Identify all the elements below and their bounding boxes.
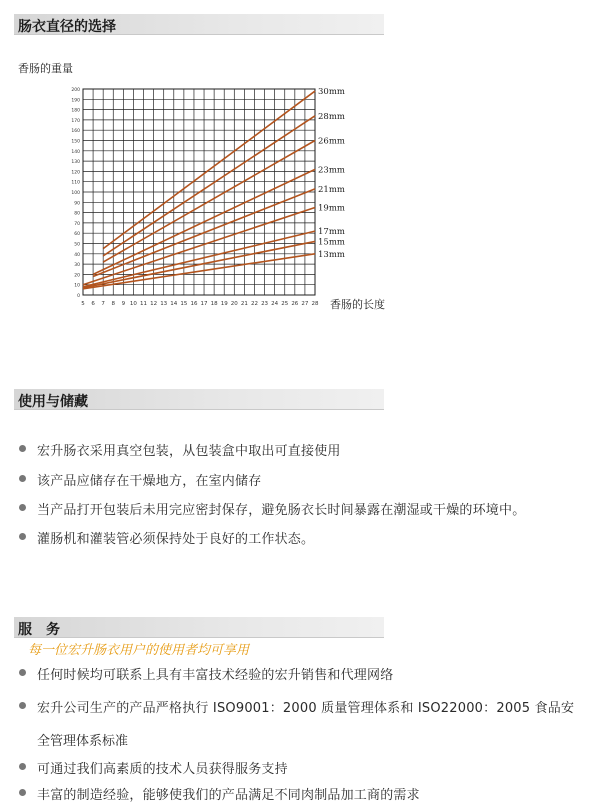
y-tick-label: 190 — [71, 98, 80, 104]
section-title: 肠衣直径的选择 — [18, 19, 116, 35]
x-tick-label: 27 — [301, 301, 309, 307]
y-axis-label: 香肠的重量 — [18, 62, 73, 75]
y-tick-label: 70 — [74, 221, 80, 227]
y-tick-label: 20 — [74, 273, 80, 279]
list-item-text: 丰富的制造经验，能够使我们的产品满足不同肉制品加工商的需求 — [37, 788, 420, 803]
list-item — [0, 695, 616, 717]
list-item-text: 可通过我们高素质的技术人员获得服务支持 — [37, 762, 288, 777]
x-tick-label: 11 — [140, 301, 148, 307]
series-line — [103, 116, 315, 256]
series-label: 17mm — [318, 227, 345, 238]
series-label: 28mm — [318, 111, 345, 122]
x-tick-label: 19 — [220, 301, 228, 307]
x-axis-label: 香肠的长度 — [330, 298, 385, 311]
list-item-text: 灌肠机和灌装管必须保持处于良好的工作状态。 — [37, 532, 315, 547]
section-title: 服 务 — [18, 622, 60, 638]
list-item-text: 该产品应储存在干燥地方，在室内储存 — [37, 474, 262, 489]
list-item — [0, 497, 616, 519]
x-tick-label: 13 — [160, 301, 168, 307]
y-tick-label: 10 — [74, 283, 80, 289]
casing-weight-chart — [0, 0, 616, 334]
series-label: 23mm — [318, 165, 345, 176]
x-tick-label: 12 — [150, 301, 158, 307]
list-item — [0, 526, 616, 548]
x-tick-label: 20 — [230, 301, 238, 307]
x-tick-label: 24 — [271, 301, 279, 307]
x-tick-label: 17 — [200, 301, 208, 307]
list-item-text: 任何时候均可联系上具有丰富技术经验的宏升销售和代理网络 — [37, 668, 394, 683]
series-label: 15mm — [318, 237, 345, 248]
x-tick-label: 23 — [261, 301, 269, 307]
series-label: 19mm — [318, 203, 345, 214]
x-tick-label: 7 — [101, 301, 105, 307]
series-label: 21mm — [318, 184, 345, 195]
series-label: 30mm — [318, 87, 345, 98]
list-item — [0, 468, 616, 490]
chart-svg — [0, 0, 616, 330]
y-tick-label: 40 — [74, 252, 80, 258]
list-item — [0, 782, 616, 804]
x-tick-label: 28 — [311, 301, 319, 307]
x-tick-label: 26 — [291, 301, 299, 307]
y-tick-label: 80 — [74, 211, 80, 217]
list-item-text: 当产品打开包装后未用完应密封保存，避免肠衣长时间暴露在潮湿或干燥的环境中。 — [37, 503, 526, 518]
series-label: 13mm — [318, 249, 345, 260]
section-header-service — [14, 617, 384, 638]
y-tick-label: 110 — [71, 180, 80, 186]
bullet-dot — [19, 445, 26, 452]
x-tick-label: 6 — [91, 301, 95, 307]
section-title: 使用与储藏 — [18, 394, 88, 410]
list-item-text: 宏升肠衣采用真空包装，从包装盒中取出可直接使用 — [37, 444, 341, 459]
x-tick-label: 9 — [121, 301, 126, 307]
y-tick-label: 200 — [71, 88, 80, 93]
series-line — [103, 91, 315, 249]
x-tick-label: 5 — [81, 301, 85, 307]
chart-lines — [83, 91, 315, 289]
x-tick-label: 25 — [281, 301, 289, 307]
bullet-dot — [19, 763, 26, 770]
y-tick-label: 150 — [71, 139, 80, 145]
x-tick-label: 21 — [240, 301, 248, 307]
bullet-dot — [19, 702, 26, 709]
bullet-dot — [19, 504, 26, 511]
x-tick-label: 8 — [111, 301, 116, 307]
y-tick-label: 180 — [71, 108, 80, 114]
y-tick-label: 90 — [74, 201, 80, 207]
y-tick-label: 0 — [77, 294, 80, 299]
x-tick-label: 16 — [190, 301, 198, 307]
bullet-dot — [19, 789, 26, 796]
y-tick-label: 50 — [74, 242, 80, 248]
y-tick-label: 60 — [74, 232, 80, 238]
service-slogan: 每一位宏升肠衣用户的使用者均可享用 — [28, 643, 250, 658]
x-tick-label: 10 — [129, 301, 137, 307]
bullet-dot — [19, 533, 26, 540]
list-item — [0, 438, 616, 460]
chart-line-labels — [318, 87, 345, 260]
section-header-storage — [14, 389, 384, 410]
series-label: 26mm — [318, 136, 345, 147]
y-tick-label: 120 — [71, 170, 80, 176]
series-line — [83, 241, 315, 287]
list-item-continuation: 全管理体系标准 — [37, 734, 129, 749]
y-tick-label: 170 — [71, 118, 80, 124]
y-tick-label: 130 — [71, 160, 80, 166]
bullet-dot — [19, 669, 26, 676]
bullet-dot — [19, 475, 26, 482]
list-item — [0, 756, 616, 778]
x-tick-label: 15 — [180, 301, 188, 307]
y-tick-label: 160 — [71, 129, 80, 135]
y-tick-label: 140 — [71, 149, 80, 155]
x-tick-label: 18 — [210, 301, 218, 307]
y-tick-label: 100 — [71, 191, 80, 196]
list-item-text: 宏升公司生产的产品严格执行 ISO9001：2000 质量管理体系和 ISO22000：2005 食品安 — [37, 701, 575, 716]
list-item — [0, 662, 616, 684]
x-tick-label: 22 — [250, 301, 258, 307]
x-tick-label: 14 — [170, 301, 178, 307]
y-tick-label: 30 — [74, 263, 80, 269]
